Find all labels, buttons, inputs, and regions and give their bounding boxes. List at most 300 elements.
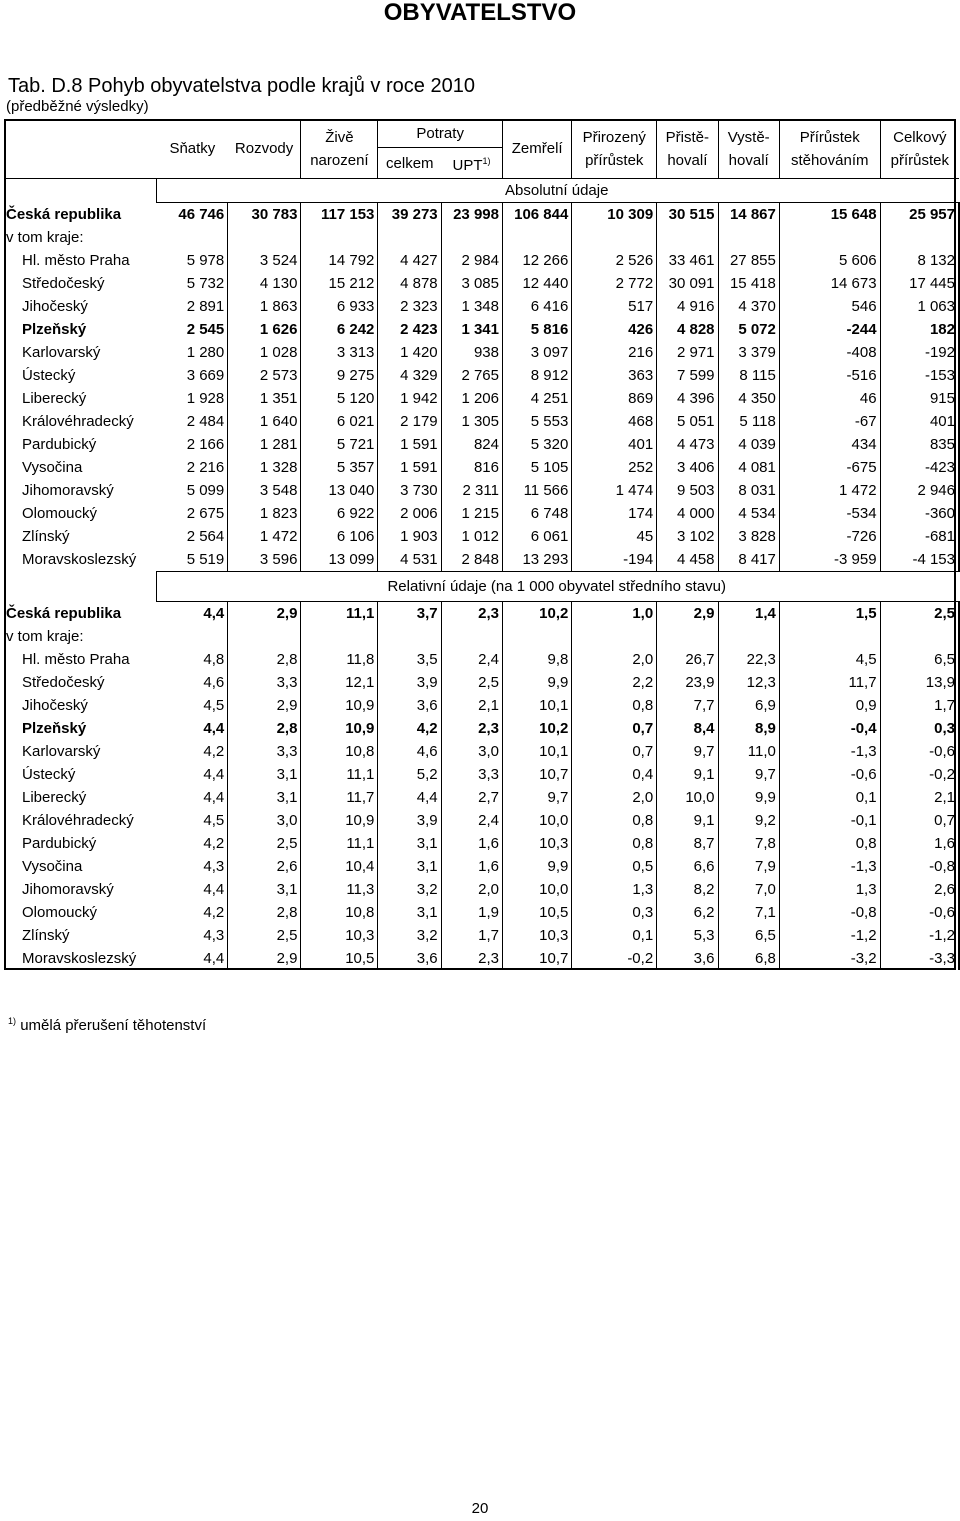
empty-cell	[572, 226, 657, 249]
cell-value: 401	[880, 410, 959, 433]
cell-value: 3,6	[378, 947, 441, 970]
cell-value: 3 102	[657, 525, 718, 548]
cell-value: 11,3	[301, 878, 378, 901]
table-row	[4, 671, 959, 694]
cell-value: 4 534	[718, 502, 779, 525]
empty-cell	[502, 226, 571, 249]
cell-value: 0,7	[880, 809, 959, 832]
table-row	[4, 456, 959, 479]
cell-value: 1 012	[441, 525, 502, 548]
cell-value: 11,8	[301, 648, 378, 671]
cell-value: 11,1	[301, 602, 378, 626]
row-label: Olomoucký	[22, 505, 98, 522]
cell-value: 8,9	[718, 717, 779, 740]
cell-value: 4 251	[502, 387, 571, 410]
col-prirustek-st-line1: Přírůstek	[799, 128, 860, 146]
col-prirozeny-line1: Přirozený	[582, 128, 646, 146]
cell-value: 30 783	[228, 203, 301, 227]
col-rozvody: Rozvody	[234, 140, 294, 157]
cell-value: 10,1	[502, 694, 571, 717]
cell-value: 11,0	[718, 740, 779, 763]
cell-value: 9 275	[301, 364, 378, 387]
cell-value: 0,8	[572, 809, 657, 832]
cell-value: 8 912	[502, 364, 571, 387]
cell-value: 938	[441, 341, 502, 364]
cell-value: 0,8	[572, 694, 657, 717]
row-label: Hl. město Praha	[22, 252, 130, 269]
row-label: Karlovarský	[22, 743, 101, 760]
cell-value: 5 099	[157, 479, 228, 502]
row-label: Zlínský	[22, 927, 70, 944]
cell-value: 3 524	[228, 249, 301, 272]
cell-value: 2,3	[441, 717, 502, 740]
cell-value: 46 746	[157, 203, 228, 227]
cell-value: -244	[779, 318, 880, 341]
cell-value: 434	[779, 433, 880, 456]
cell-value: -681	[880, 525, 959, 548]
cell-value: 517	[572, 295, 657, 318]
table-row	[4, 786, 959, 809]
relative-section	[4, 602, 959, 971]
row-label: Moravskoslezský	[22, 551, 137, 569]
cell-value: 2,6	[228, 855, 301, 878]
cell-value: -0,8	[880, 855, 959, 878]
col-vystehovali-line1: Vystě-	[727, 128, 770, 146]
page-number: 20	[471, 1500, 489, 1517]
table-row	[4, 410, 959, 433]
cell-value: 0,7	[572, 740, 657, 763]
cell-value: -0,8	[779, 901, 880, 924]
cell-value: 8 132	[880, 249, 959, 272]
empty-cell	[718, 625, 779, 648]
col-prirustek-stehovanim	[779, 119, 880, 179]
cell-value: 2 971	[657, 341, 718, 364]
cell-value: 3,1	[378, 832, 441, 855]
cell-value: 2,1	[441, 694, 502, 717]
cell-value: 2 166	[157, 433, 228, 456]
cell-value: 10,1	[502, 740, 571, 763]
cell-value: 824	[441, 433, 502, 456]
cell-value: 1,3	[779, 878, 880, 901]
cell-value: 1 472	[228, 525, 301, 548]
cell-value: 10,5	[502, 901, 571, 924]
cell-value: 4 916	[657, 295, 718, 318]
cell-value: 4,2	[378, 717, 441, 740]
table-row	[4, 809, 959, 832]
cell-value: 3,0	[228, 809, 301, 832]
cell-value: 3,1	[228, 878, 301, 901]
cell-value: 1 591	[378, 433, 441, 456]
cell-value: 546	[779, 295, 880, 318]
cell-value: 117 153	[301, 203, 378, 227]
cell-value: 3,1	[228, 786, 301, 809]
footnote-mark: 1)	[8, 1016, 17, 1026]
cell-value: 5 118	[718, 410, 779, 433]
cell-value: 1 351	[228, 387, 301, 410]
cell-value: 4 473	[657, 433, 718, 456]
cell-value: 9,7	[657, 740, 718, 763]
row-label: Královéhradecký	[22, 413, 134, 430]
cell-value: 3 596	[228, 548, 301, 572]
cell-value: 5 553	[502, 410, 571, 433]
cell-value: 8 417	[718, 548, 779, 572]
cell-value: 4,4	[157, 878, 228, 901]
cell-value: 0,8	[572, 832, 657, 855]
cell-value: -0,4	[779, 717, 880, 740]
row-label: Královéhradecký	[22, 812, 134, 829]
row-label: Česká republika	[6, 205, 122, 223]
cell-value: 2,9	[228, 602, 301, 626]
table-row	[4, 694, 959, 717]
cell-value: 9,7	[502, 786, 571, 809]
empty-cell	[378, 625, 441, 648]
cell-value: 14 792	[301, 249, 378, 272]
table-row	[4, 855, 959, 878]
empty-cell	[228, 625, 301, 648]
row-label: Plzeňský	[22, 720, 87, 737]
cell-value: 39 273	[378, 203, 441, 227]
empty-cell	[502, 625, 571, 648]
cell-value: 3 828	[718, 525, 779, 548]
col-snatky: Sňatky	[169, 140, 216, 157]
cell-value: 2,3	[441, 947, 502, 970]
cell-value: 15 418	[718, 272, 779, 295]
cell-value: 4 531	[378, 548, 441, 572]
cell-value: 2 545	[157, 318, 228, 341]
cell-value: 4,8	[157, 648, 228, 671]
cell-value: 10,7	[502, 763, 571, 786]
cell-value: 0,3	[572, 901, 657, 924]
cell-value: 5,3	[657, 924, 718, 947]
table-row	[4, 364, 959, 387]
table-row	[4, 717, 959, 740]
cell-value: 2,8	[228, 717, 301, 740]
cell-value: 10,0	[502, 878, 571, 901]
cell-value: 4,6	[157, 671, 228, 694]
row-label: Moravskoslezský	[22, 950, 137, 967]
cell-value: 10,3	[301, 924, 378, 947]
cell-value: -408	[779, 341, 880, 364]
cell-value: 4,5	[779, 648, 880, 671]
section-relative-row	[4, 572, 959, 602]
cell-value: 7,7	[657, 694, 718, 717]
cell-value: 3,3	[228, 740, 301, 763]
cell-value: 5 357	[301, 456, 378, 479]
cell-value: 4 130	[228, 272, 301, 295]
cell-value: 10,0	[657, 786, 718, 809]
cell-value: 2 765	[441, 364, 502, 387]
cell-value: 8,7	[657, 832, 718, 855]
cell-value: 9,2	[718, 809, 779, 832]
cell-value: 23 998	[441, 203, 502, 227]
cell-value: 1,6	[441, 832, 502, 855]
cell-value: 1 591	[378, 456, 441, 479]
cell-value: 7,1	[718, 901, 779, 924]
col-celkovy-line2: přírůstek	[890, 151, 949, 169]
cell-value: 11 566	[502, 479, 571, 502]
cell-value: 2 423	[378, 318, 441, 341]
cell-value: 3,9	[378, 671, 441, 694]
table-row	[4, 878, 959, 901]
empty-cell	[880, 226, 959, 249]
cell-value: 2,1	[880, 786, 959, 809]
row-label: Pardubický	[22, 835, 97, 852]
empty-cell	[441, 226, 502, 249]
cell-value: 10,3	[502, 832, 571, 855]
cell-value: 9,1	[657, 809, 718, 832]
row-label: Karlovarský	[22, 344, 101, 361]
col-pristehovali	[657, 119, 718, 179]
population-table	[4, 119, 960, 970]
cell-value: 10,9	[301, 809, 378, 832]
cell-value: 2,9	[228, 694, 301, 717]
section-relative-label: Relativní údaje (na 1 000 obyvatel středního stavu)	[157, 572, 959, 602]
cell-value: 2 323	[378, 295, 441, 318]
row-label: Středočeský	[22, 674, 105, 691]
of-which-label: v tom kraje:	[6, 229, 84, 246]
cell-value: -0,2	[880, 763, 959, 786]
of-which-row	[4, 226, 959, 249]
cell-value: 4,2	[157, 740, 228, 763]
empty-cell	[301, 625, 378, 648]
cell-value: 2 573	[228, 364, 301, 387]
cell-value: 10,9	[301, 694, 378, 717]
cell-value: -360	[880, 502, 959, 525]
cell-value: 2,4	[441, 648, 502, 671]
cell-value: 4,2	[157, 832, 228, 855]
col-vystehovali-line2: hovalí	[728, 151, 769, 169]
cell-value: 0,1	[779, 786, 880, 809]
cell-value: 1 328	[228, 456, 301, 479]
cell-value: 12,1	[301, 671, 378, 694]
cell-value: 2,8	[228, 648, 301, 671]
cell-value: 1 206	[441, 387, 502, 410]
page-header: OBYVATELSTVO	[383, 0, 577, 26]
cell-value: 468	[572, 410, 657, 433]
cell-value: 6,8	[718, 947, 779, 970]
cell-value: 3 313	[301, 341, 378, 364]
cell-value: 363	[572, 364, 657, 387]
cell-value: 3,5	[378, 648, 441, 671]
cell-value: 6 242	[301, 318, 378, 341]
cell-value: 15 648	[779, 203, 880, 227]
row-label: Liberecký	[22, 789, 87, 806]
cell-value: 2,3	[441, 602, 502, 626]
table-row	[4, 318, 959, 341]
cell-value: -67	[779, 410, 880, 433]
cell-value: 0,4	[572, 763, 657, 786]
cell-value: 4 370	[718, 295, 779, 318]
cell-value: 17 445	[880, 272, 959, 295]
cell-value: -0,6	[880, 740, 959, 763]
table-row	[4, 648, 959, 671]
empty-cell	[441, 625, 502, 648]
cell-value: -153	[880, 364, 959, 387]
cell-value: 1,4	[718, 602, 779, 626]
cell-value: 2 772	[572, 272, 657, 295]
cell-value: 6,6	[657, 855, 718, 878]
cell-value: 4,2	[157, 901, 228, 924]
cell-value: 1 472	[779, 479, 880, 502]
cell-value: 2,9	[657, 602, 718, 626]
cell-value: 3 669	[157, 364, 228, 387]
cell-value: 8,2	[657, 878, 718, 901]
cell-value: 4 081	[718, 456, 779, 479]
cell-value: 426	[572, 318, 657, 341]
cell-value: 1 280	[157, 341, 228, 364]
table-subtitle: (předběžné výsledky)	[6, 98, 149, 115]
cell-value: 3,6	[378, 694, 441, 717]
empty-cell	[779, 226, 880, 249]
cell-value: 2,7	[441, 786, 502, 809]
cell-value: 13,9	[880, 671, 959, 694]
cell-value: 182	[880, 318, 959, 341]
cell-value: 4,4	[157, 786, 228, 809]
empty-cell	[378, 226, 441, 249]
cell-value: 0,7	[572, 717, 657, 740]
col-potraty-celkem: celkem	[378, 148, 441, 179]
cell-value: 9,9	[502, 671, 571, 694]
cell-value: 1 942	[378, 387, 441, 410]
cell-value: 2,8	[228, 901, 301, 924]
row-label: Jihočeský	[22, 298, 88, 315]
cell-value: 6 416	[502, 295, 571, 318]
row-label: Jihomoravský	[22, 881, 114, 898]
cell-value: 2 946	[880, 479, 959, 502]
cell-value: 2,5	[228, 832, 301, 855]
row-label: Česká republika	[6, 604, 122, 622]
cell-value: 6 106	[301, 525, 378, 548]
empty-cell	[157, 625, 228, 648]
cell-value: 0,1	[572, 924, 657, 947]
footnote	[8, 1011, 206, 1036]
cell-value: 3 379	[718, 341, 779, 364]
cell-value: 9,9	[502, 855, 571, 878]
cell-value: 1 420	[378, 341, 441, 364]
cell-value: 2,0	[441, 878, 502, 901]
cell-value: 1 626	[228, 318, 301, 341]
col-upt-mark: 1)	[482, 155, 491, 166]
cell-value: -534	[779, 502, 880, 525]
empty-cell	[657, 625, 718, 648]
cell-value: 3 406	[657, 456, 718, 479]
cell-value: 0,5	[572, 855, 657, 878]
cell-value: 7,8	[718, 832, 779, 855]
cell-value: 106 844	[502, 203, 571, 227]
row-label: Vysočina	[22, 858, 83, 875]
cell-value: 4 350	[718, 387, 779, 410]
row-label: Hl. město Praha	[22, 651, 130, 668]
section-absolute-row	[4, 179, 959, 203]
cell-value: 2 564	[157, 525, 228, 548]
row-label: Vysočina	[22, 459, 83, 476]
cell-value: 6 061	[502, 525, 571, 548]
cell-value: 13 099	[301, 548, 378, 572]
cell-value: 4 828	[657, 318, 718, 341]
col-prirustek-st-line2: stěhováním	[790, 151, 869, 169]
cell-value: 7 599	[657, 364, 718, 387]
cell-value: 1,6	[441, 855, 502, 878]
empty-cell	[718, 226, 779, 249]
cell-value: 6 933	[301, 295, 378, 318]
cell-value: 6,5	[880, 648, 959, 671]
of-which-label: v tom kraje:	[6, 628, 84, 645]
row-label: Plzeňský	[22, 321, 87, 338]
cell-value: 0,9	[779, 694, 880, 717]
cell-value: 8 031	[718, 479, 779, 502]
cell-value: -3,3	[880, 947, 959, 970]
cell-value: 12 266	[502, 249, 571, 272]
table-row	[4, 548, 959, 572]
cell-value: 4,3	[157, 924, 228, 947]
cell-value: 174	[572, 502, 657, 525]
cell-value: 2,4	[441, 809, 502, 832]
cell-value: 3,7	[378, 602, 441, 626]
cell-value: 1 348	[441, 295, 502, 318]
cell-value: 15 212	[301, 272, 378, 295]
cell-value: 7,0	[718, 878, 779, 901]
col-upt-label: UPT	[452, 156, 483, 174]
cell-value: 1 640	[228, 410, 301, 433]
cell-value: 2,5	[880, 602, 959, 626]
cell-value: 3 097	[502, 341, 571, 364]
cell-value: 4 878	[378, 272, 441, 295]
cell-value: 4 039	[718, 433, 779, 456]
table-row	[4, 249, 959, 272]
col-potraty: Potraty	[416, 124, 464, 142]
cell-value: 2 526	[572, 249, 657, 272]
cell-value: 3 085	[441, 272, 502, 295]
cell-value: 1 215	[441, 502, 502, 525]
row-label: Středočeský	[22, 275, 105, 292]
row-label: Liberecký	[22, 390, 87, 407]
cell-value: 5 816	[502, 318, 571, 341]
empty-cell	[301, 226, 378, 249]
cell-value: 1,9	[441, 901, 502, 924]
cell-value: 3,6	[657, 947, 718, 970]
cell-value: 816	[441, 456, 502, 479]
empty-cell	[657, 226, 718, 249]
cell-value: 2,2	[572, 671, 657, 694]
row-label: Olomoucký	[22, 904, 98, 921]
cell-value: 3 730	[378, 479, 441, 502]
cell-value: 14 673	[779, 272, 880, 295]
col-celkovy-line1: Celkový	[893, 128, 947, 146]
cell-value: 10,7	[502, 947, 571, 970]
col-potraty-upt	[441, 148, 502, 179]
empty-cell	[779, 625, 880, 648]
cell-value: 1,6	[880, 832, 959, 855]
cell-value: 2,5	[441, 671, 502, 694]
cell-value: 6 021	[301, 410, 378, 433]
cell-value: 5 519	[157, 548, 228, 572]
cell-value: 2,0	[572, 648, 657, 671]
cell-value: 1 474	[572, 479, 657, 502]
col-celkovy-prirustek	[880, 119, 959, 179]
table-row	[4, 832, 959, 855]
cell-value: 10,2	[502, 602, 571, 626]
cell-value: 3,0	[441, 740, 502, 763]
cell-value: 4,4	[157, 717, 228, 740]
cell-value: 4 427	[378, 249, 441, 272]
col-pristehovali-line2: hovalí	[667, 151, 708, 169]
table-row	[4, 901, 959, 924]
cell-value: 3,2	[378, 878, 441, 901]
table-row	[4, 387, 959, 410]
cell-value: 2,6	[880, 878, 959, 901]
table-row	[4, 502, 959, 525]
cell-value: 12 440	[502, 272, 571, 295]
